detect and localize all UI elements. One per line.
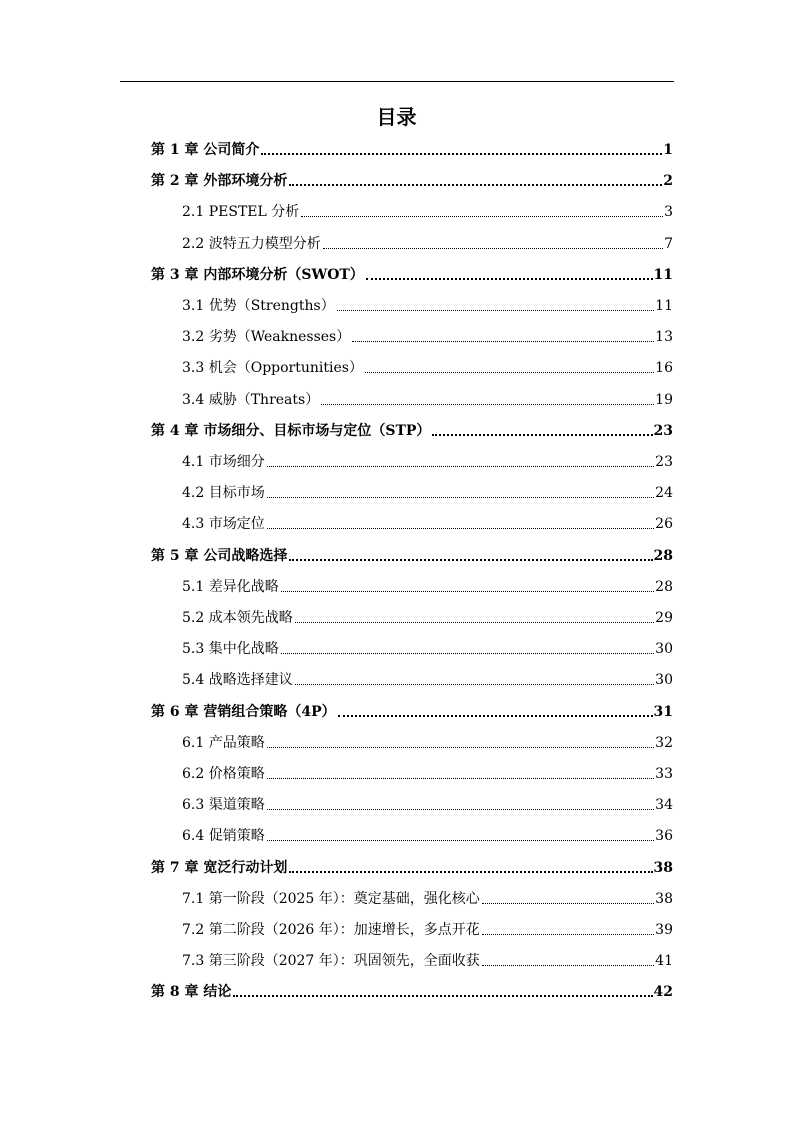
toc-entry-label: 7.2 第二阶段（2026 年）：加速增长，多点开花 [182, 922, 480, 938]
dot-leader [432, 434, 652, 436]
toc-entry-label: 第 4 章 市场细分、目标市场与定位（STP） [151, 422, 431, 439]
toc-entry-label: 5.1 差异化战略 [182, 578, 279, 595]
toc-section-entry[interactable] [182, 388, 673, 410]
toc-entry-label: 6.1 产品策略 [182, 734, 265, 751]
toc-entry-label: 5.2 成本领先战略 [182, 610, 293, 626]
dot-leader [267, 528, 654, 529]
toc-title: 目录 [376, 105, 417, 129]
toc-entry-page-number: 2 [663, 173, 673, 190]
dot-leader [365, 372, 654, 373]
toc-section-entry[interactable] [182, 887, 673, 909]
toc-section-entry[interactable] [182, 637, 673, 659]
toc-chapter-entry[interactable] [151, 544, 673, 566]
toc-entry-page-number: 1 [663, 142, 673, 158]
toc-entry-label: 第 8 章 结论 [151, 984, 232, 1001]
toc-section-entry[interactable] [182, 918, 673, 940]
toc-entry-label: 7.1 第一阶段（2025 年）：奠定基础，强化核心 [182, 890, 480, 907]
toc-entry-page-number: 28 [655, 578, 673, 595]
toc-entry-label: 4.3 市场定位 [182, 516, 265, 533]
dot-leader [301, 216, 663, 217]
toc-entry-label: 第 2 章 外部环境分析 [151, 173, 288, 190]
toc-entry-page-number: 29 [655, 610, 673, 626]
toc-chapter-entry[interactable] [151, 419, 673, 441]
toc-section-entry[interactable] [182, 949, 673, 971]
dot-leader [338, 715, 653, 717]
toc-entry-label: 3.4 威胁（Threats） [182, 391, 320, 408]
toc-entry-label: 3.1 优势（Strengths） [182, 298, 335, 314]
dot-leader [482, 934, 654, 935]
toc-section-entry[interactable] [182, 824, 673, 846]
toc-section-entry[interactable] [182, 762, 673, 784]
toc-section-entry[interactable] [182, 793, 673, 815]
toc-entry-label: 7.3 第三阶段（2027 年）：巩固领先，全面收获 [182, 953, 480, 970]
toc-entry-page-number: 7 [664, 235, 673, 252]
toc-section-entry[interactable] [182, 606, 673, 628]
toc-entry-page-number: 42 [653, 984, 673, 1001]
toc-section-entry[interactable] [182, 325, 673, 347]
dot-leader [267, 747, 654, 748]
toc-section-entry[interactable] [182, 356, 673, 378]
toc-chapter-entry[interactable] [151, 980, 673, 1002]
toc-entry-page-number: 38 [655, 890, 673, 907]
dot-leader [261, 153, 662, 155]
toc-entry-label: 6.4 促销策略 [182, 828, 265, 845]
dot-leader [482, 965, 654, 966]
toc-chapter-entry[interactable] [151, 700, 673, 722]
toc-section-entry[interactable] [182, 200, 673, 222]
toc-entry-label: 5.4 战略选择建议 [182, 672, 293, 689]
toc-entry-page-number: 38 [653, 859, 673, 876]
dot-leader [289, 184, 662, 186]
dot-leader [267, 840, 654, 841]
dot-leader [321, 404, 654, 405]
toc-section-entry[interactable] [182, 731, 673, 753]
dot-leader [482, 903, 654, 904]
dot-leader [267, 466, 654, 467]
dot-leader [337, 310, 654, 311]
toc-section-entry[interactable] [182, 575, 673, 597]
toc-entry-label: 5.3 集中化战略 [182, 641, 279, 658]
dot-leader [352, 341, 654, 342]
toc-entry-label: 2.1 PESTEL 分析 [182, 204, 300, 221]
toc-entry-page-number: 19 [655, 391, 673, 408]
toc-entry-label: 第 5 章 公司战略选择 [151, 547, 288, 564]
dot-leader [289, 871, 652, 873]
toc-chapter-entry[interactable] [151, 169, 673, 191]
toc-entry-page-number: 33 [655, 766, 673, 782]
header-rule [120, 81, 674, 82]
toc-section-entry[interactable] [182, 512, 673, 534]
dot-leader [289, 559, 652, 561]
toc-chapter-entry[interactable] [151, 263, 673, 285]
toc-entry-label: 4.1 市场细分 [182, 454, 265, 470]
toc-entry-page-number: 11 [655, 298, 673, 314]
dot-leader [233, 995, 652, 997]
toc-entry-page-number: 31 [653, 703, 673, 720]
toc-section-entry[interactable] [182, 232, 673, 254]
toc-entry-page-number: 23 [653, 422, 673, 439]
toc-entry-page-number: 30 [655, 641, 673, 658]
toc-entry-page-number: 24 [655, 485, 673, 502]
toc-entry-page-number: 32 [655, 734, 673, 751]
toc-entry-label: 3.3 机会（Opportunities） [182, 360, 363, 377]
toc-entry-page-number: 3 [664, 204, 673, 221]
toc-entry-label: 第 1 章 公司简介 [151, 142, 260, 158]
toc-entry-page-number: 26 [655, 516, 673, 533]
toc-entry-page-number: 16 [655, 360, 673, 377]
dot-leader [267, 809, 654, 810]
toc-entry-label: 第 3 章 内部环境分析（SWOT） [151, 266, 364, 283]
toc-entry-label: 3.2 劣势（Weaknesses） [182, 329, 351, 346]
toc-entry-page-number: 11 [653, 266, 673, 283]
toc-entry-page-number: 28 [653, 547, 673, 564]
toc-entry-page-number: 30 [655, 672, 673, 689]
toc-entry-page-number: 34 [655, 797, 673, 814]
dot-leader [267, 778, 654, 779]
toc-entry-label: 第 7 章 宽泛行动计划 [151, 859, 288, 876]
dot-leader [323, 248, 663, 249]
toc-section-entry[interactable] [182, 294, 673, 316]
toc-section-entry[interactable] [182, 668, 673, 690]
toc-entry-label: 6.2 价格策略 [182, 766, 265, 782]
toc-entry-page-number: 23 [655, 454, 673, 470]
toc-section-entry[interactable] [182, 481, 673, 503]
toc-entry-page-number: 39 [655, 922, 673, 938]
toc-entry-page-number: 13 [655, 329, 673, 346]
toc-entry-page-number: 36 [655, 828, 673, 845]
dot-leader [281, 591, 654, 592]
toc-entry-label: 第 6 章 营销组合策略（4P） [151, 703, 336, 720]
toc-entry-label: 4.2 目标市场 [182, 485, 265, 502]
toc-chapter-entry[interactable] [151, 856, 673, 878]
dot-leader [281, 653, 654, 654]
dot-leader [295, 622, 654, 623]
toc-chapter-entry[interactable] [151, 138, 673, 160]
toc-entry-label: 2.2 波特五力模型分析 [182, 235, 321, 252]
toc-section-entry[interactable] [182, 450, 673, 472]
dot-leader [267, 497, 654, 498]
dot-leader [366, 278, 653, 280]
toc-entry-label: 6.3 渠道策略 [182, 797, 265, 814]
toc-entry-page-number: 41 [655, 953, 673, 970]
dot-leader [295, 684, 654, 685]
